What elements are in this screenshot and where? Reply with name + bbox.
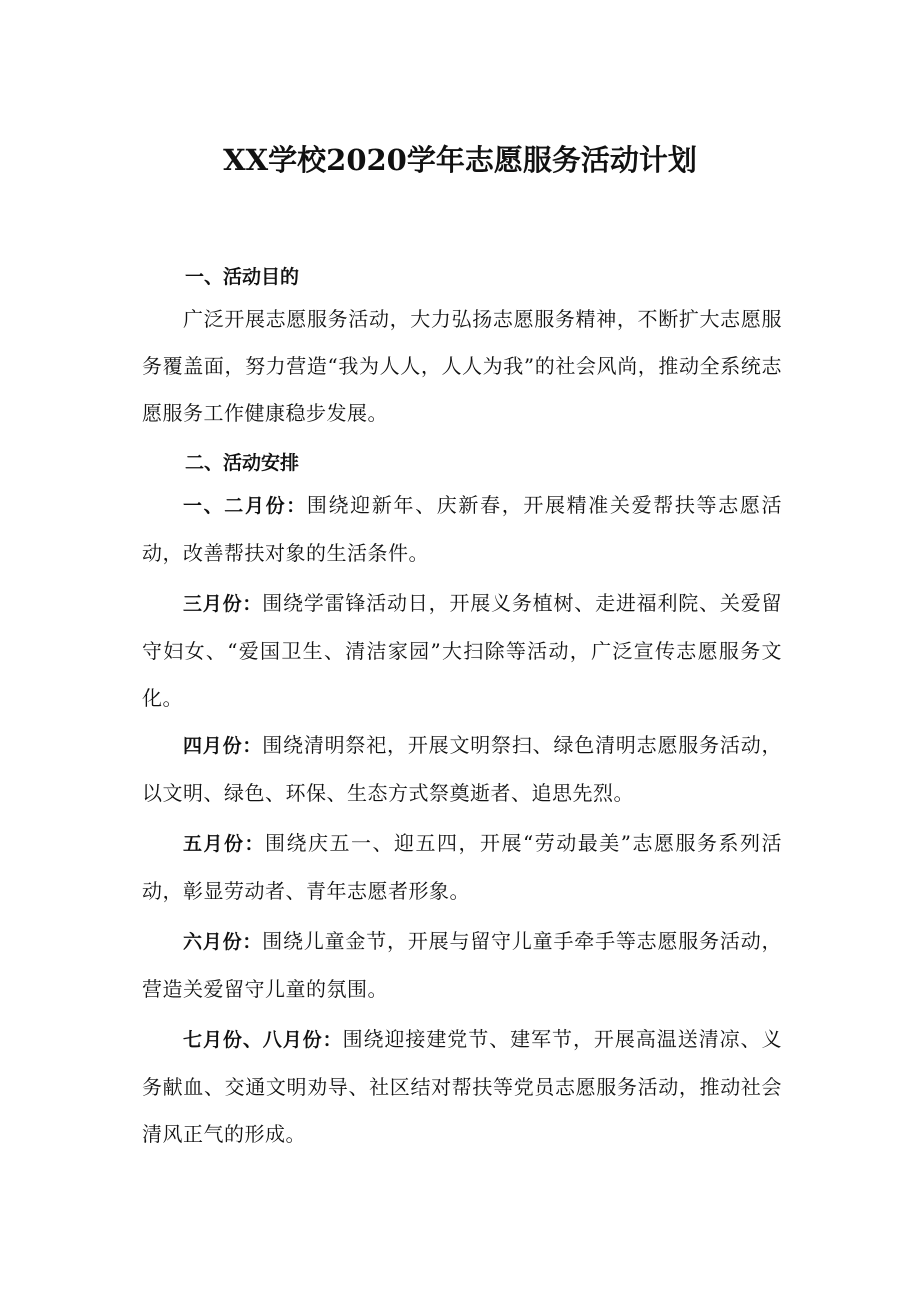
schedule-item-apr <box>142 722 782 817</box>
schedule-item-text: 围绕庆五一、迎五四，开展“劳动最美”志愿服务系列活动，彰显劳动者、青年志愿者形象。 <box>142 831 782 903</box>
schedule-item-label: 一、二月份： <box>183 495 307 517</box>
section-heading-schedule: 二、活动安排 <box>185 452 300 474</box>
schedule-item-may <box>142 820 782 915</box>
schedule-item-text: 围绕迎接建党节、建军节，开展高温送清凉、义务献血、交通文明劝导、社区结对帮扶等党员志愿服务活动，推动社会清风正气的形成。 <box>142 1027 782 1146</box>
purpose-paragraph: 广泛开展志愿服务活动，大力弘扬志愿服务精神，不断扩大志愿服务覆盖面，努力营造“我为人人，人人为我”的社会风尚，推动全系统志愿服务工作健康稳步发展。 <box>142 307 782 425</box>
schedule-item-text: 围绕儿童金节，开展与留守儿童手牵手等志愿服务活动，营造关爱留守儿童的氛围。 <box>142 929 782 1001</box>
schedule-item-text: 围绕迎新年、庆新春，开展精准关爱帮扶等志愿活动，改善帮扶对象的生活条件。 <box>142 493 782 565</box>
schedule-item-text: 围绕学雷锋活动日，开展义务植树、走进福利院、关爱留守妇女、“爱国卫生、清洁家园”大扫除等活动，广泛宣传志愿服务文化。 <box>142 591 782 710</box>
schedule-item-label: 三月份： <box>183 593 263 615</box>
schedule-item-label: 七月份、八月份： <box>183 1029 343 1051</box>
schedule-item-text: 围绕清明祭祀，开展文明祭扫、绿色清明志愿服务活动，以文明、绿色、环保、生态方式祭奠逝者、追思先烈。 <box>142 733 782 805</box>
schedule-item-label: 五月份： <box>183 833 266 855</box>
section-heading-purpose: 一、活动目的 <box>185 266 300 288</box>
schedule-item-label: 六月份： <box>183 931 263 953</box>
schedule-item-jul-aug <box>142 1016 782 1158</box>
schedule-item-mar <box>142 580 782 722</box>
schedule-item-label: 四月份： <box>183 735 263 757</box>
document-title: XX学校2020学年志愿服务活动计划 <box>223 143 697 177</box>
schedule-item-jan-feb <box>142 482 782 577</box>
schedule-item-jun <box>142 918 782 1013</box>
